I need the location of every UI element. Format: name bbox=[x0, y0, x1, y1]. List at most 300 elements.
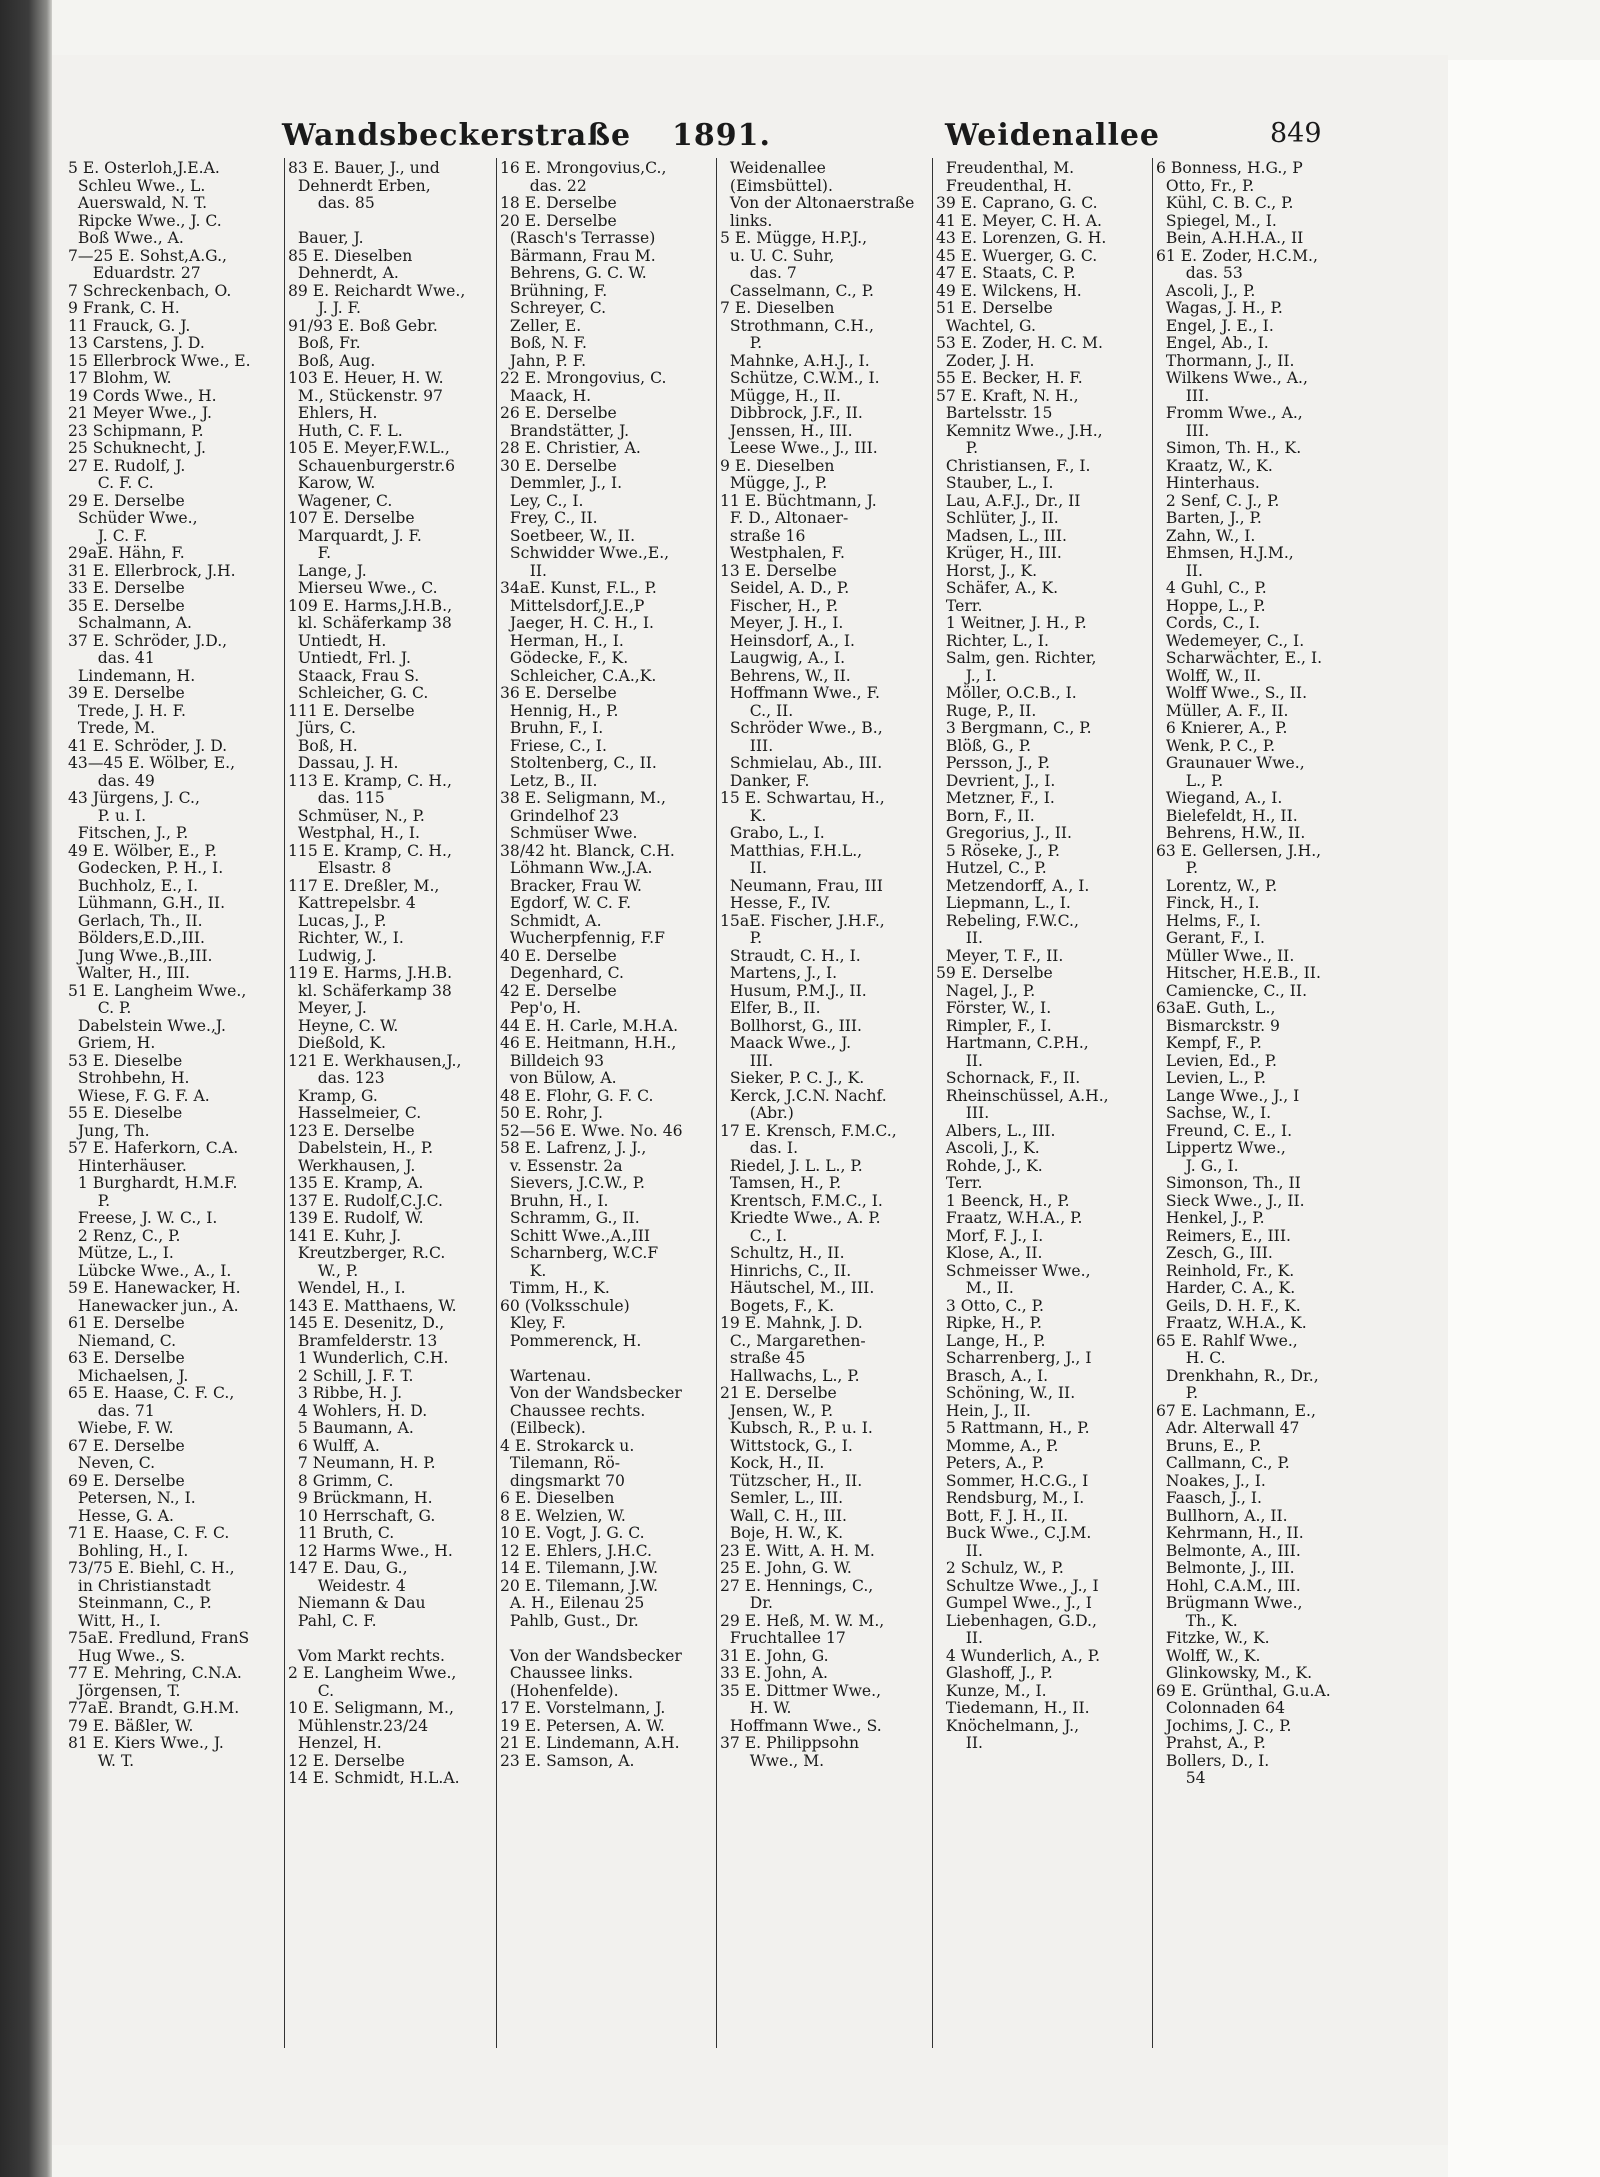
directory-entry-line: II. bbox=[936, 1629, 984, 1647]
directory-entry-line: Tilemann, Rö- bbox=[500, 1454, 620, 1472]
directory-entry-line: Westphal, H., I. bbox=[288, 824, 420, 842]
directory-entry-line: Ehmsen, H.J.M., bbox=[1156, 544, 1294, 562]
directory-entry-line: Kattrepelsbr. 4 bbox=[288, 894, 416, 912]
directory-entry-line: Riedel, J. L. L., P. bbox=[720, 1156, 863, 1175]
directory-entry-line: Schmidt, A. bbox=[500, 911, 602, 930]
directory-entry-line: Schmielau, Ab., III. bbox=[720, 754, 883, 772]
directory-entry-line: Eduardstr. 27 bbox=[68, 264, 201, 282]
directory-entry-line: (Eimsbüttel). bbox=[720, 176, 833, 195]
directory-column-2 bbox=[288, 160, 492, 2050]
directory-entry-line: Wagas, J. H., P. bbox=[1156, 299, 1283, 317]
directory-entry-line: 3 Bergmann, C., P. bbox=[936, 719, 1092, 737]
directory-entry-line: Scharnberg, W.C.F bbox=[500, 1244, 659, 1262]
directory-entry-line: 135 E. Kramp, A. bbox=[288, 1174, 424, 1192]
directory-entry-line: Schultze Wwe., J., I bbox=[936, 1576, 1099, 1595]
directory-entry-line: 103 E. Heuer, H. W. bbox=[288, 369, 444, 387]
directory-entry-line: P. bbox=[1156, 1384, 1199, 1402]
directory-entry-line: 41 E. Meyer, C. H. A. bbox=[936, 211, 1103, 230]
directory-entry-line: F. bbox=[288, 544, 332, 562]
directory-entry-line: 141 E. Kuhr, J. bbox=[288, 1226, 402, 1245]
directory-entry-line: Bruhn, H., I. bbox=[500, 1191, 609, 1210]
directory-entry-line: 23 E. Witt, A. H. M. bbox=[720, 1541, 875, 1560]
directory-entry-line: Matthias, F.H.L., bbox=[720, 841, 863, 860]
directory-entry-line: Mütze, L., I. bbox=[68, 1244, 174, 1262]
directory-entry-line: 7 Schreckenbach, O. bbox=[68, 281, 232, 300]
directory-entry-line bbox=[288, 1630, 492, 1648]
directory-entry-line: Camiencke, C., II. bbox=[1156, 981, 1308, 1000]
directory-entry-line: Wartenau. bbox=[500, 1366, 592, 1385]
directory-entry-line: Boß Wwe., A. bbox=[68, 229, 184, 247]
directory-entry-line: Ascoli, J., P. bbox=[1156, 281, 1256, 300]
directory-entry-line: II. bbox=[500, 561, 548, 580]
directory-entry-line: Von der Altonaerstraße bbox=[720, 194, 915, 212]
directory-entry-line: Westphalen, F. bbox=[720, 544, 846, 562]
directory-entry-line: Kunze, M., I. bbox=[936, 1681, 1047, 1700]
directory-entry-line: Callmann, C., P. bbox=[1156, 1454, 1290, 1472]
directory-entry-line: Reimers, E., III. bbox=[1156, 1226, 1291, 1245]
directory-entry-line: II. bbox=[936, 929, 984, 947]
directory-column-3 bbox=[500, 160, 712, 2050]
directory-entry-line: 4 Guhl, C., P. bbox=[1156, 579, 1267, 597]
directory-entry-line: Sommer, H.C.G., I bbox=[936, 1471, 1089, 1490]
directory-entry-line: Fraatz, W.H.A., P. bbox=[936, 1209, 1083, 1227]
directory-entry-line: Karow, W. bbox=[288, 474, 376, 492]
directory-entry-line: 3 Otto, C., P. bbox=[936, 1296, 1044, 1315]
directory-entry-line: 21 E. Derselbe bbox=[720, 1384, 837, 1402]
directory-entry-line: 31 E. John, G. bbox=[720, 1646, 829, 1665]
directory-entry-line: 2 E. Langheim Wwe., bbox=[288, 1664, 457, 1682]
directory-entry-line: Dibbrock, J.F., II. bbox=[720, 404, 863, 422]
directory-entry-line: Prahst, A., P. bbox=[1156, 1734, 1266, 1752]
directory-entry-line: Wachtel, G. bbox=[936, 316, 1036, 335]
directory-entry-line: Bielefeldt, H., II. bbox=[1156, 806, 1298, 825]
directory-entry-line: 10 Herrschaft, G. bbox=[288, 1506, 436, 1525]
directory-entry-line: J. G., I. bbox=[1156, 1156, 1239, 1175]
directory-entry-line: Belmonte, A., III. bbox=[1156, 1541, 1301, 1560]
directory-entry-line: Fruchtallee 17 bbox=[720, 1629, 846, 1647]
directory-entry-line: 123 E. Derselbe bbox=[288, 1121, 415, 1140]
directory-entry-line: Schmüser Wwe. bbox=[500, 824, 638, 842]
directory-entry-line: Bartelsstr. 15 bbox=[936, 404, 1053, 422]
directory-entry-line: 4 E. Strokarck u. bbox=[500, 1436, 635, 1455]
directory-entry-line: Mittelsdorf,J.E.,P bbox=[500, 596, 645, 615]
directory-entry-line: Gerant, F., I. bbox=[1156, 929, 1265, 947]
directory-entry-line: 39 E. Caprano, G. C. bbox=[936, 194, 1098, 212]
directory-entry-line: Th., K. bbox=[1156, 1611, 1238, 1630]
directory-entry-line: 89 E. Reichardt Wwe., bbox=[288, 281, 466, 300]
directory-entry-line: A. H., Eilenau 25 bbox=[500, 1594, 645, 1612]
directory-entry-line: 119 E. Harms, J.H.B. bbox=[288, 964, 453, 982]
directory-entry-line: Brügmann Wwe., bbox=[1156, 1594, 1303, 1612]
directory-entry-line: Hinrichs, C., II. bbox=[720, 1261, 852, 1280]
directory-entry-line: II. bbox=[1156, 561, 1204, 580]
directory-entry-line: Wedemeyer, C., I. bbox=[1156, 631, 1305, 650]
directory-entry-line: 22 E. Mrongovius, C. bbox=[500, 369, 667, 387]
directory-column-6 bbox=[1156, 160, 1396, 2050]
directory-entry-line: C., I. bbox=[720, 1226, 788, 1245]
directory-entry-line: Billdeich 93 bbox=[500, 1051, 605, 1070]
directory-entry-line: (Hohenfelde). bbox=[500, 1681, 619, 1700]
directory-entry-line: Bruhn, F., I. bbox=[500, 719, 604, 737]
directory-entry-line: 49 E. Wilckens, H. bbox=[936, 281, 1082, 300]
directory-entry-line: Engel, J. E., I. bbox=[1156, 316, 1274, 335]
directory-entry-line: 5 Baumann, A. bbox=[288, 1419, 414, 1437]
directory-entry-line: Schlüter, J., II. bbox=[936, 509, 1059, 527]
directory-entry-line: Staack, Frau S. bbox=[288, 666, 420, 685]
directory-entry-line: Kempf, F., P. bbox=[1156, 1034, 1262, 1052]
directory-entry-line: Wucherpfennig, F.F bbox=[500, 929, 665, 947]
directory-entry-line: das. 123 bbox=[288, 1069, 385, 1087]
directory-entry-line: Wolff, W., II. bbox=[1156, 666, 1262, 685]
directory-entry-line: 65 E. Rahlf Wwe., bbox=[1156, 1331, 1298, 1350]
directory-entry-line: Niemann & Dau bbox=[288, 1594, 426, 1612]
directory-entry-line: links. bbox=[720, 211, 773, 230]
directory-entry-line: Weidenallee bbox=[720, 160, 826, 177]
directory-entry-line: Schreyer, C. bbox=[500, 299, 607, 317]
directory-entry-line: Herman, H., I. bbox=[500, 631, 624, 650]
directory-entry-line: 9 Brückmann, H. bbox=[288, 1489, 433, 1507]
directory-entry-line: Hinterhaus. bbox=[1156, 474, 1260, 492]
directory-entry-line: 29 E. Heß, M. W. M., bbox=[720, 1611, 885, 1630]
directory-entry-line: Bollhorst, G., III. bbox=[720, 1016, 863, 1035]
directory-entry-line: Meyer, J. H., I. bbox=[720, 614, 844, 632]
directory-entry-line: von Bülow, A. bbox=[500, 1069, 617, 1087]
directory-entry-line: W. T. bbox=[68, 1751, 135, 1770]
directory-entry-line: Semler, L., III. bbox=[720, 1489, 844, 1507]
directory-entry-line: Horst, J., K. bbox=[936, 561, 1038, 580]
directory-entry-line: Straudt, C. H., I. bbox=[720, 946, 861, 965]
directory-entry-line: Pep'o, H. bbox=[500, 999, 582, 1017]
directory-entry-line: 6 Knierer, A., P. bbox=[1156, 719, 1288, 737]
directory-entry-line: 37 E. Philippsohn bbox=[720, 1734, 860, 1752]
directory-entry-line: 17 Blohm, W. bbox=[68, 369, 172, 387]
directory-entry-line: 15 Ellerbrock Wwe., E. bbox=[68, 351, 251, 370]
directory-entry-line: Hasselmeier, C. bbox=[288, 1104, 422, 1122]
directory-entry-line: Jochims, J. C., P. bbox=[1156, 1716, 1292, 1735]
directory-entry-line: Egdorf, W. C. F. bbox=[500, 894, 632, 912]
directory-entry-line: Harder, C. A., K. bbox=[1156, 1279, 1296, 1297]
directory-entry-line: Schröder Wwe., B., bbox=[720, 719, 883, 737]
directory-entry-line: Pahlb, Gust., Dr. bbox=[500, 1611, 639, 1630]
directory-entry-line: 1 Wunderlich, C.H. bbox=[288, 1349, 449, 1367]
directory-entry-line: 36 E. Derselbe bbox=[500, 684, 617, 702]
directory-entry-line: Bohling, H., I. bbox=[68, 1541, 189, 1560]
directory-entry-line: 43 E. Lorenzen, G. H. bbox=[936, 229, 1107, 247]
directory-entry-line: das. 115 bbox=[288, 789, 385, 807]
directory-entry-line: Tiedemann, H., II. bbox=[936, 1699, 1090, 1717]
directory-entry-line: Wendel, H., I. bbox=[288, 1279, 406, 1297]
directory-entry-line: Wolff Wwe., S., II. bbox=[1156, 684, 1308, 702]
directory-entry-line: Lau, A.F.J., Dr., II bbox=[936, 491, 1081, 510]
directory-entry-line: Drenkhahn, R., Dr., bbox=[1156, 1366, 1319, 1385]
directory-entry-line: Von der Wandsbecker bbox=[500, 1646, 682, 1665]
directory-entry-line: 15 E. Schwartau, H., bbox=[720, 789, 885, 807]
directory-entry-line: 3 Ribbe, H. J. bbox=[288, 1384, 403, 1402]
directory-entry-line: 29 E. Derselbe bbox=[68, 491, 185, 510]
directory-entry-line: 65 E. Haase, C. F. C., bbox=[68, 1384, 235, 1402]
directory-entry-line: Fromm Wwe., A., bbox=[1156, 404, 1303, 422]
directory-entry-line: Huth, C. F. L. bbox=[288, 421, 403, 440]
directory-entry-line: 37 E. Schröder, J.D., bbox=[68, 631, 228, 650]
directory-entry-line: 51 E. Langheim Wwe., bbox=[68, 981, 247, 1000]
directory-entry-line: Kramp, G. bbox=[288, 1086, 378, 1105]
directory-entry-line: F. D., Altonaer- bbox=[720, 509, 849, 527]
directory-entry-line: Bracker, Frau W. bbox=[500, 876, 643, 895]
directory-entry-line: 20 E. Derselbe bbox=[500, 211, 617, 230]
page-edge-margin bbox=[1448, 60, 1600, 2177]
directory-entry-line: straße 16 bbox=[720, 526, 806, 545]
directory-entry-line: Bein, A.H.H.A., II bbox=[1156, 229, 1304, 247]
directory-entry-line: Lindemann, H. bbox=[68, 666, 196, 685]
directory-entry-line: Laugwig, A., I. bbox=[720, 649, 846, 667]
directory-entry-line: Freudenthal, H. bbox=[936, 176, 1072, 195]
directory-entry-line: Pahl, C. F. bbox=[288, 1611, 377, 1630]
directory-entry-line: Walter, H., III. bbox=[68, 964, 190, 982]
directory-entry-line: III. bbox=[936, 1104, 990, 1122]
directory-entry-line: kl. Schäferkamp 38 bbox=[288, 981, 452, 1000]
directory-entry-line: II. bbox=[720, 859, 768, 877]
directory-entry-line: 49 E. Wölber, E., P. bbox=[68, 841, 217, 860]
directory-entry-line: 47 E. Staats, C. P. bbox=[936, 264, 1076, 282]
directory-entry-line: 145 E. Desenitz, D., bbox=[288, 1314, 445, 1332]
directory-entry-line: 5 E. Mügge, H.P.J., bbox=[720, 229, 868, 247]
directory-entry-line: 67 E. Derselbe bbox=[68, 1436, 185, 1455]
directory-entry-line: 18 E. Derselbe bbox=[500, 194, 617, 212]
directory-entry-line: Von der Wandsbecker bbox=[500, 1384, 682, 1402]
directory-entry-line: 19 E. Mahnk, J. D. bbox=[720, 1314, 863, 1332]
directory-entry-line: 43—45 E. Wölber, E., bbox=[68, 754, 236, 772]
column-rule bbox=[284, 158, 285, 2048]
directory-entry-line: 1 Beenck, H., P. bbox=[936, 1191, 1070, 1210]
directory-entry-line: Knöchelmann, J., bbox=[936, 1716, 1080, 1735]
directory-entry-line: Lübcke Wwe., A., I. bbox=[68, 1261, 232, 1280]
directory-entry-line: Tamsen, H., P. bbox=[720, 1174, 842, 1192]
directory-entry-line: Schütze, C.W.M., I. bbox=[720, 369, 880, 387]
directory-entry-line: Wiese, F. G. F. A. bbox=[68, 1086, 210, 1105]
directory-entry-line: P. bbox=[68, 1191, 111, 1210]
directory-entry-line: 21 Meyer Wwe., J. bbox=[68, 404, 212, 422]
directory-entry-line: Metzner, F., I. bbox=[936, 789, 1055, 807]
directory-entry-line: Freese, J. W. C., I. bbox=[68, 1209, 218, 1227]
directory-entry-line: Kock, H., II. bbox=[720, 1454, 825, 1472]
directory-column-5 bbox=[936, 160, 1148, 2050]
directory-entry-line: Degenhard, C. bbox=[500, 964, 624, 982]
column-rule bbox=[932, 158, 933, 2048]
directory-entry-line: Bölders,E.D.,III. bbox=[68, 929, 206, 947]
directory-entry-line: Krentsch, F.M.C., I. bbox=[720, 1191, 883, 1210]
directory-entry-line: 5 E. Osterloh,J.E.A. bbox=[68, 160, 220, 177]
directory-entry-line: III. bbox=[720, 736, 774, 755]
directory-entry-line: Otto, Fr., P. bbox=[1156, 176, 1255, 195]
directory-entry-line: 11 E. Büchtmann, J. bbox=[720, 491, 877, 510]
directory-entry-line: Michaelsen, J. bbox=[68, 1366, 189, 1385]
directory-entry-line: Henzel, H. bbox=[288, 1734, 382, 1752]
directory-entry-line: Mühlenstr.23/24 bbox=[288, 1716, 429, 1735]
directory-entry-line: 27 E. Hennings, C., bbox=[720, 1576, 874, 1595]
directory-entry-line: P. bbox=[1156, 859, 1199, 877]
directory-entry-line: Levien, L., P. bbox=[1156, 1069, 1266, 1087]
directory-entry-line: Maack, H. bbox=[500, 386, 592, 405]
directory-entry-line: das. 41 bbox=[68, 649, 155, 667]
directory-entry-line: 38 E. Seligmann, M., bbox=[500, 789, 666, 807]
directory-entry-line: Rohde, J., K. bbox=[936, 1156, 1043, 1175]
directory-entry-line: Lange, H., P. bbox=[936, 1331, 1046, 1350]
directory-entry-line: Mügge, H., II. bbox=[720, 386, 841, 405]
directory-entry-line: Dehnerdt, A. bbox=[288, 264, 399, 282]
directory-entry-line: Liepmann, L., I. bbox=[936, 894, 1071, 912]
directory-entry-line: das. 49 bbox=[68, 771, 155, 790]
directory-entry-line: Steinmann, C., P. bbox=[68, 1594, 212, 1612]
directory-entry-line: Ruge, P., II. bbox=[936, 701, 1037, 720]
directory-entry-line: 13 Carstens, J. D. bbox=[68, 334, 205, 352]
directory-entry-line: Peters, A., P. bbox=[936, 1454, 1045, 1472]
directory-entry-line: Helms, F., I. bbox=[1156, 911, 1261, 930]
directory-entry-line: 8 Grimm, C. bbox=[288, 1471, 394, 1490]
directory-entry-line: Vom Markt rechts. bbox=[288, 1646, 445, 1665]
directory-entry-line: Ludwig, J. bbox=[288, 946, 377, 965]
directory-entry-line: Zeller, E. bbox=[500, 316, 582, 335]
directory-entry-line: Ley, C., I. bbox=[500, 491, 584, 510]
directory-entry-line: H. W. bbox=[720, 1699, 792, 1717]
directory-entry-line: III. bbox=[1156, 421, 1210, 440]
directory-entry-line: 61 E. Derselbe bbox=[68, 1314, 185, 1332]
directory-entry-line: Thormann, J., II. bbox=[1156, 351, 1295, 370]
directory-entry-line: Kemnitz Wwe., J.H., bbox=[936, 421, 1103, 440]
directory-entry-line: Mierseu Wwe., C. bbox=[288, 579, 438, 597]
directory-entry-line: Glinkowsky, M., K. bbox=[1156, 1664, 1313, 1682]
directory-entry-line: Behrens, W., II. bbox=[720, 666, 851, 685]
directory-entry-line: 1 Burghardt, H.M.F. bbox=[68, 1174, 238, 1192]
directory-entry-line: Wiegand, A., I. bbox=[1156, 789, 1283, 807]
directory-entry-line: Zahn, W., I. bbox=[1156, 526, 1256, 545]
directory-entry-line: Elsastr. 8 bbox=[288, 859, 392, 877]
directory-entry-line: Graunauer Wwe., bbox=[1156, 754, 1305, 772]
directory-entry-line: Rimpler, F., I. bbox=[936, 1016, 1052, 1035]
directory-entry-line: Wiebe, F. W. bbox=[68, 1419, 174, 1437]
directory-entry-line: 11 Bruth, C. bbox=[288, 1524, 395, 1542]
directory-entry-line: 20 E. Tilemann, J.W. bbox=[500, 1576, 659, 1595]
directory-entry-line: Schornack, F., II. bbox=[936, 1069, 1081, 1087]
directory-entry-line: 69 E. Derselbe bbox=[68, 1471, 185, 1490]
directory-entry-line: das. 22 bbox=[500, 176, 587, 195]
directory-entry-line: Spiegel, M., I. bbox=[1156, 211, 1277, 230]
directory-entry-line: Gödecke, F., K. bbox=[500, 649, 629, 667]
directory-entry-line: Dabelstein, H., P. bbox=[288, 1139, 434, 1157]
directory-entry-line: Kley, F. bbox=[500, 1314, 566, 1332]
directory-entry-line: 109 E. Harms,J.H.B., bbox=[288, 596, 453, 615]
directory-entry-line: II. bbox=[936, 1734, 984, 1752]
directory-entry-line: 63aE. Guth, L., bbox=[1156, 999, 1276, 1017]
directory-entry-line: J. C. F. bbox=[68, 526, 148, 545]
directory-entry-line: 35 E. Dittmer Wwe., bbox=[720, 1681, 882, 1700]
directory-entry-line: Seidel, A. D., P. bbox=[720, 579, 850, 597]
directory-entry-line: Rendsburg, M., I. bbox=[936, 1489, 1085, 1507]
directory-entry-line: Scharrenberg, J., I bbox=[936, 1349, 1092, 1367]
directory-entry-line: Jung Wwe.,B.,III. bbox=[68, 946, 213, 965]
directory-entry-line: 113 E. Kramp, C. H., bbox=[288, 771, 452, 790]
directory-entry-line: Zoder, J. H. bbox=[936, 351, 1035, 370]
directory-entry-line: Fitschen, J., P. bbox=[68, 824, 189, 842]
directory-entry-line: Brühning, F. bbox=[500, 281, 608, 300]
directory-entry-line: Terr. bbox=[936, 596, 983, 615]
directory-entry-line: Hoffmann Wwe., S. bbox=[720, 1716, 882, 1735]
directory-entry-line: Auerswald, N. T. bbox=[68, 194, 208, 212]
directory-entry-line: (Rasch's Terrasse) bbox=[500, 229, 656, 247]
directory-entry-line: Gerlach, Th., II. bbox=[68, 911, 203, 930]
directory-entry-line: 63 E. Derselbe bbox=[68, 1349, 185, 1367]
directory-entry-line: Lange Wwe., J., I bbox=[1156, 1086, 1300, 1105]
directory-entry-line: Möller, O.C.B., I. bbox=[936, 684, 1077, 702]
directory-entry-line: Jenssen, H., III. bbox=[720, 421, 853, 440]
directory-entry-line: P. bbox=[720, 334, 763, 352]
directory-column-1 bbox=[68, 160, 280, 2050]
directory-entry-line: u. U. C. Suhr, bbox=[720, 246, 835, 265]
directory-entry-line: Meyer, J. bbox=[288, 999, 367, 1017]
directory-entry-line: Maack Wwe., J. bbox=[720, 1034, 852, 1052]
directory-entry-line: Tützscher, H., II. bbox=[720, 1471, 863, 1490]
directory-entry-line: 28 E. Christier, A. bbox=[500, 439, 641, 457]
directory-entry-line: Hennig, H., P. bbox=[500, 701, 619, 720]
directory-entry-line: 63 E. Gellersen, J.H., bbox=[1156, 841, 1322, 860]
directory-entry-line: 121 E. Werkhausen,J., bbox=[288, 1051, 462, 1070]
directory-entry-line: 5 Röseke, J., P. bbox=[936, 841, 1060, 860]
directory-entry-line: Rheinschüssel, A.H., bbox=[936, 1086, 1109, 1105]
directory-entry-line: 46 E. Heitmann, H.H., bbox=[500, 1034, 677, 1052]
directory-entry-line: Freund, C. E., I. bbox=[1156, 1121, 1293, 1140]
directory-entry-line: Hartmann, C.P.H., bbox=[936, 1034, 1089, 1052]
directory-entry-line: Schwidder Wwe.,E., bbox=[500, 544, 670, 562]
directory-entry-line: Heinsdorf, A., I. bbox=[720, 631, 855, 650]
directory-entry-line: 55 E. Becker, H. F. bbox=[936, 369, 1083, 387]
directory-entry-line: Boje, H. W., K. bbox=[720, 1524, 844, 1542]
directory-entry-line: Persson, J., P. bbox=[936, 754, 1050, 772]
directory-entry-line: H. C. bbox=[1156, 1349, 1226, 1367]
directory-entry-line: Niemand, C. bbox=[68, 1331, 177, 1350]
directory-entry-line: 147 E. Dau, G., bbox=[288, 1559, 408, 1577]
directory-entry-line: 69 E. Grünthal, G.u.A. bbox=[1156, 1681, 1331, 1700]
directory-entry-line: 35 E. Derselbe bbox=[68, 596, 185, 615]
directory-entry-line: 19 E. Petersen, A. W. bbox=[500, 1716, 665, 1735]
directory-entry-line: Letz, B., II. bbox=[500, 771, 598, 790]
directory-entry-line: Fischer, H., P. bbox=[720, 596, 839, 615]
directory-entry-line: Lucas, J., P. bbox=[288, 911, 387, 930]
directory-entry-line: Heyne, C. W. bbox=[288, 1016, 399, 1035]
directory-entry-line: Reinhold, Fr., K. bbox=[1156, 1261, 1295, 1280]
directory-entry-line: Simon, Th. H., K. bbox=[1156, 439, 1302, 457]
directory-entry-line: Wagener, C. bbox=[288, 491, 393, 510]
directory-entry-line: das. 7 bbox=[720, 264, 797, 282]
directory-entry-line: 117 E. Dreßler, M., bbox=[288, 876, 440, 895]
directory-entry-line: 48 E. Flohr, G. F. C. bbox=[500, 1086, 654, 1105]
directory-entry-line: 25 Schuknecht, J. bbox=[68, 439, 206, 457]
directory-entry-line: Ascoli, J., K. bbox=[936, 1139, 1040, 1157]
directory-entry-line: Hesse, F., IV. bbox=[720, 894, 831, 912]
directory-entry-line: 33 E. Derselbe bbox=[68, 579, 185, 597]
directory-entry-line: 30 E. Derselbe bbox=[500, 456, 617, 475]
directory-entry-line: Chaussee links. bbox=[500, 1664, 634, 1682]
directory-entry-line: Pommerenck, H. bbox=[500, 1331, 642, 1350]
directory-entry-line: Husum, P.M.J., II. bbox=[720, 981, 867, 1000]
directory-entry-line: Schmüser, N., P. bbox=[288, 806, 425, 825]
directory-entry-line: Marquardt, J. F. bbox=[288, 526, 422, 545]
directory-entry-line: 7 Neumann, H. P. bbox=[288, 1454, 436, 1472]
directory-entry-line: Buck Wwe., C.J.M. bbox=[936, 1524, 1092, 1542]
directory-entry-line: 59 E. Hanewacker, H. bbox=[68, 1279, 241, 1297]
directory-entry-line: Trede, M. bbox=[68, 719, 156, 737]
directory-entry-line: Wittstock, G., I. bbox=[720, 1436, 853, 1455]
directory-entry-line: C. P. bbox=[68, 999, 132, 1017]
directory-entry-line: 10 E. Seligmann, M., bbox=[288, 1699, 454, 1717]
